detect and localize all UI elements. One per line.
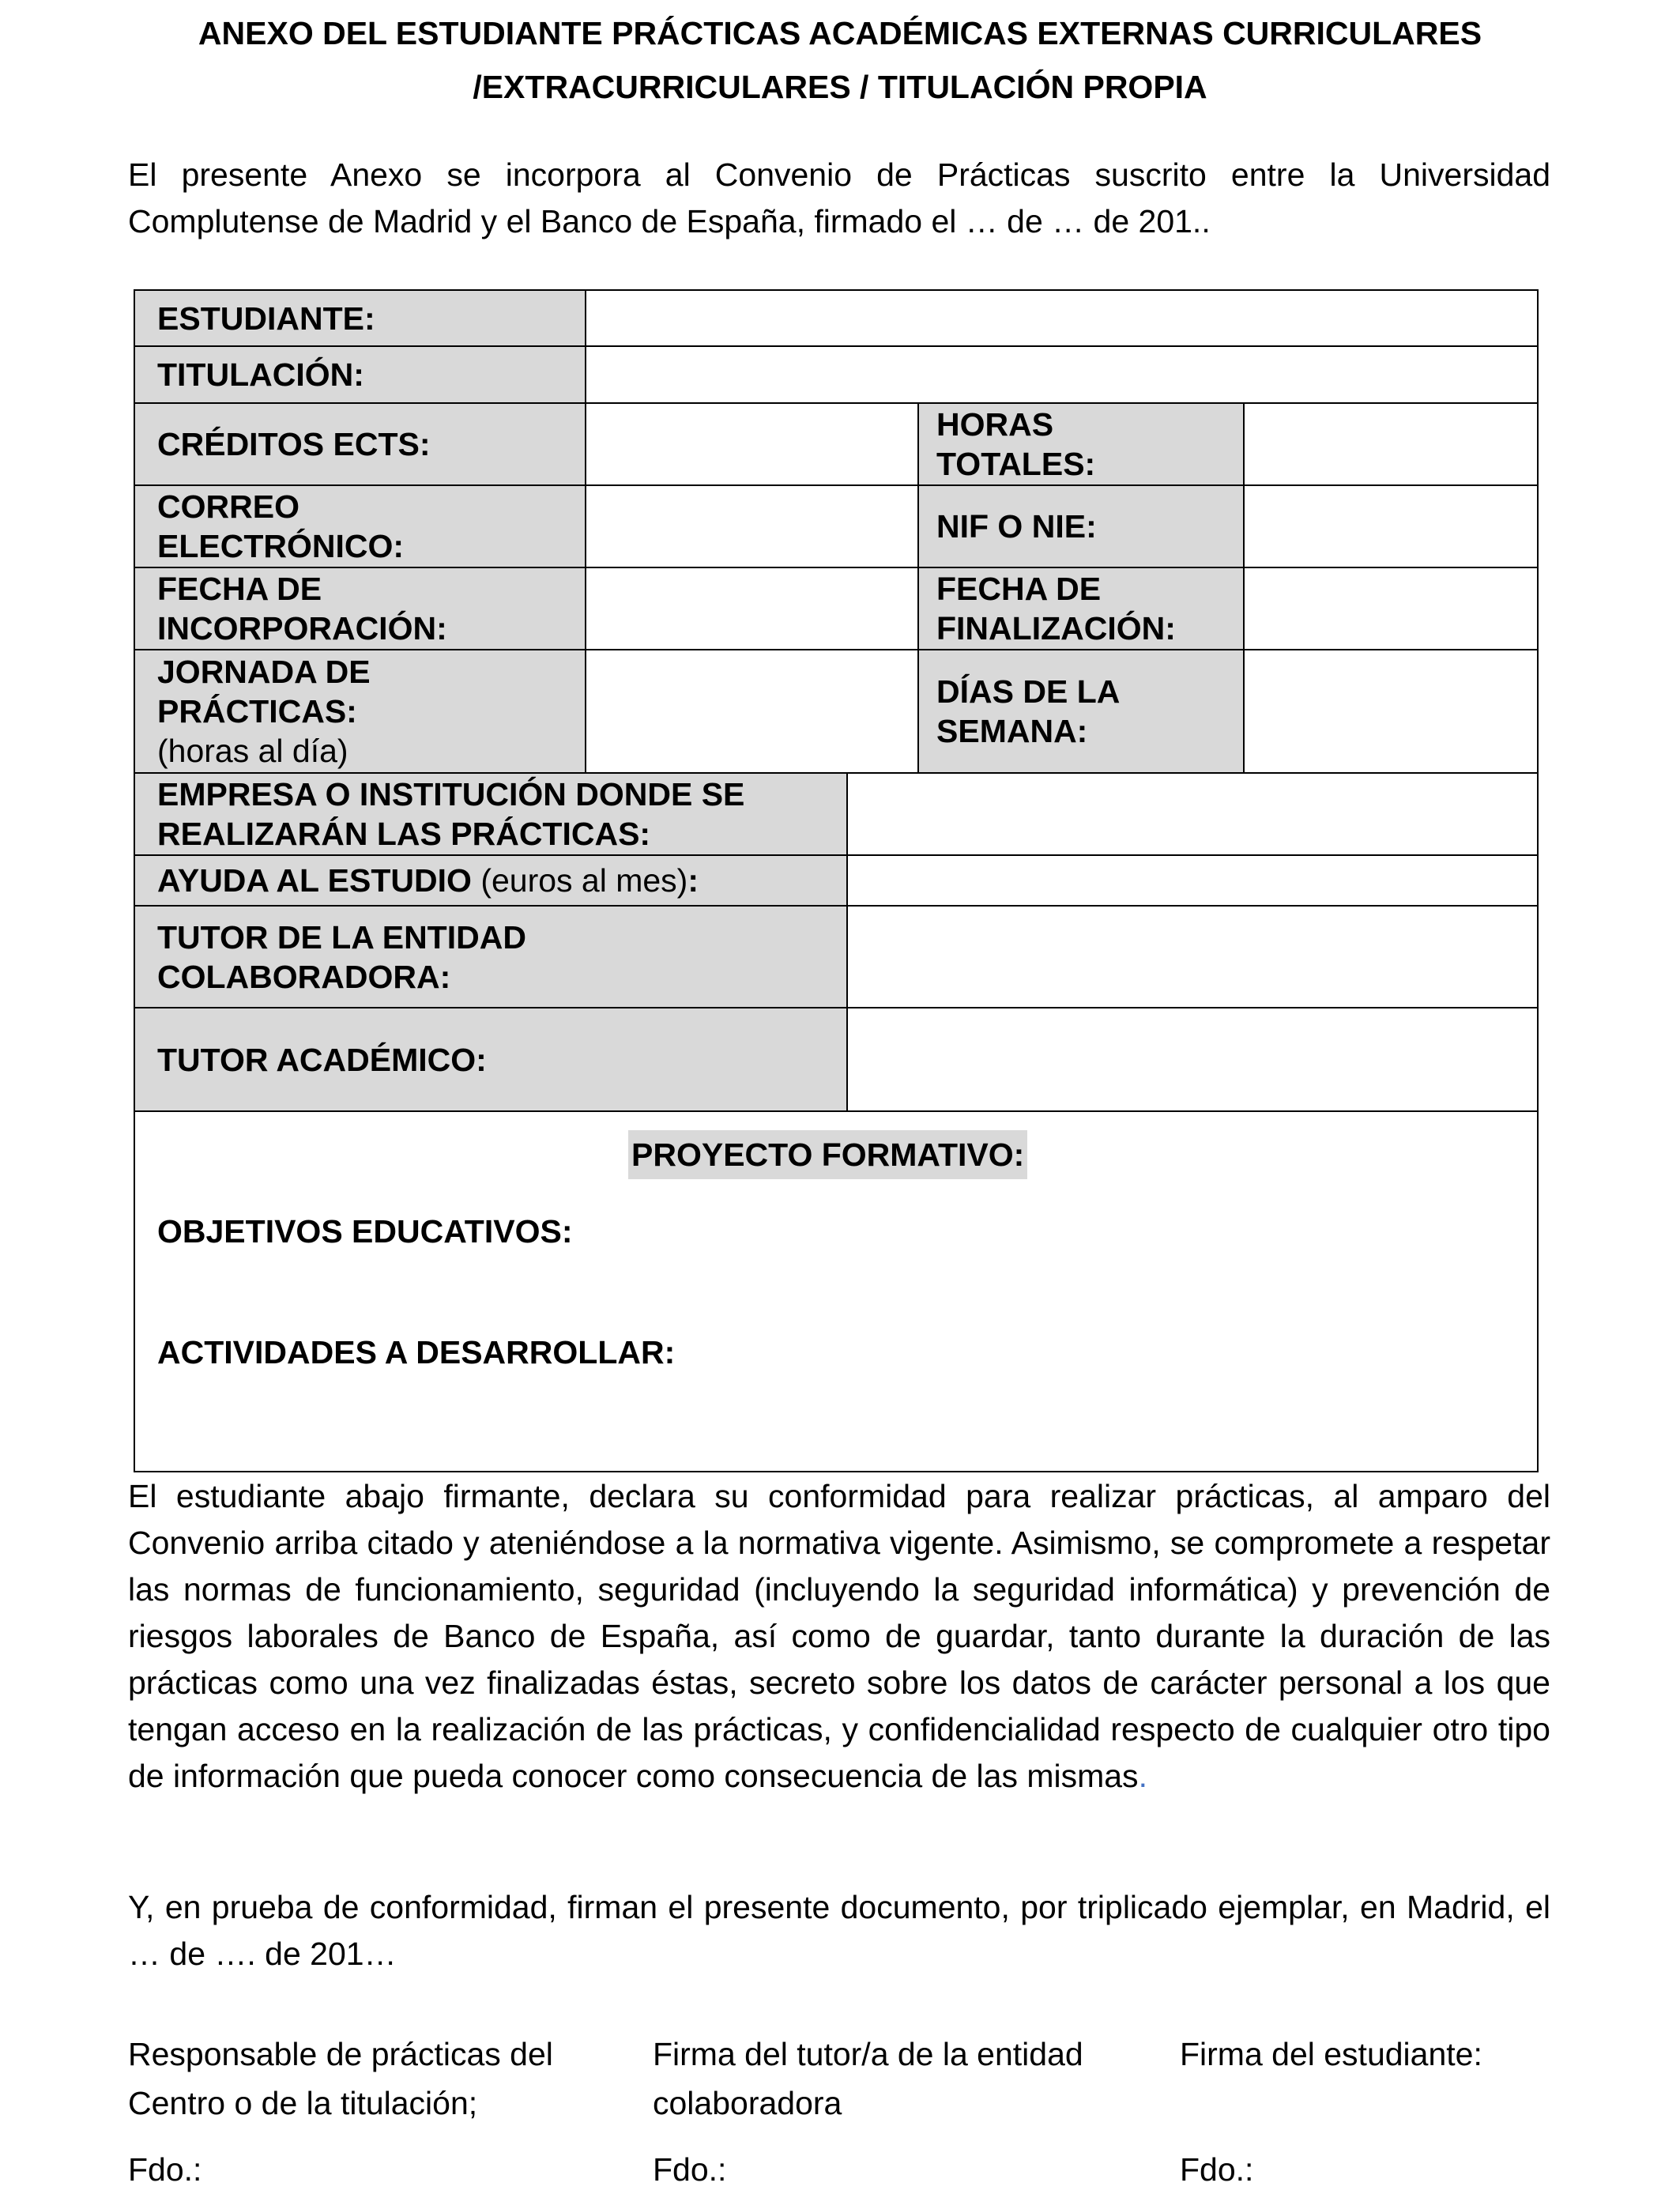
fdo-tutor-entidad: Fdo.: [653,2151,727,2188]
fdo-estudiante: Fdo.: [1180,2151,1254,2188]
actividades-label: ACTIVIDADES A DESARROLLAR: [157,1334,676,1370]
fecha-inc-line-1: FECHA DE [157,571,322,607]
field-ayuda-estudio[interactable] [846,854,1539,907]
jornada-line-3: (horas al día) [157,733,348,769]
horas-line-2: TOTALES: [936,446,1096,482]
label-creditos-ects [134,402,586,486]
field-empresa-institucion[interactable] [846,772,1539,856]
label-correo-electronico [134,484,586,568]
label-fecha-finalizacion [917,567,1245,650]
intro-paragraph: El presente Anexo se incorpora al Convenio de Prácticas suscrito entre la Universidad Complutense de Madrid y el Banco de España, firmado el … de … de 201.. [128,156,1550,239]
jornada-line-1: JORNADA DE [157,654,371,690]
fdo-responsable: Fdo.: [128,2151,202,2188]
document-title [126,6,1554,114]
tutor-ent-line-2: COLABORADORA: [157,958,451,995]
label-nif-nie [917,484,1245,568]
objetivos-educativos-label: OBJETIVOS EDUCATIVOS: [157,1213,573,1250]
label-estudiante [134,289,586,347]
label-empresa-institucion [134,772,848,856]
label-tutor-academico [134,1007,848,1112]
field-horas-totales[interactable] [1243,402,1539,486]
field-correo-electronico[interactable] [585,484,919,568]
field-creditos-ects[interactable] [585,402,919,486]
label-fecha-incorporacion [134,567,586,650]
fecha-fin-line-2: FINALIZACIÓN: [936,610,1176,647]
label-creditos-text: CRÉDITOS ECTS: [157,426,431,462]
sig1-line-2: Centro o de la titulación; [128,2085,478,2121]
label-tutor-entidad [134,905,848,1008]
tutor-acad-text: TUTOR ACADÉMICO: [157,1041,487,1078]
field-fecha-incorporacion[interactable] [585,567,919,650]
proyecto-formativo-heading: PROYECTO FORMATIVO: [628,1130,1027,1179]
empresa-line-1: EMPRESA O INSTITUCIÓN DONDE SE [157,776,745,812]
correo-line-2: ELECTRÓNICO: [157,528,405,564]
sig2-line-1: Firma del tutor/a de la entidad [653,2036,1083,2072]
declaration-end: . [1138,1758,1147,1794]
signature-responsable [128,2030,553,2128]
sig1-line-1: Responsable de prácticas del [128,2036,553,2072]
label-titulacion-text: TITULACIÓN: [157,356,364,393]
label-dias-semana [917,649,1245,774]
field-estudiante[interactable] [585,289,1539,347]
horas-line-1: HORAS [936,406,1054,443]
closing-paragraph: Y, en prueba de conformidad, firman el presente documento, por triplicado ejemplar, en Madrid, el … de …. de 201… [128,1889,1550,1972]
tutor-ent-line-1: TUTOR DE LA ENTIDAD [157,918,526,956]
dias-line-2: SEMANA: [936,713,1088,749]
field-nif-nie[interactable] [1243,484,1539,568]
title-line-1: ANEXO DEL ESTUDIANTE PRÁCTICAS ACADÉMICAS EXTERNAS CURRICULARES [198,15,1482,51]
empresa-line-2: REALIZARÁN LAS PRÁCTICAS: [157,816,651,852]
signature-tutor-entidad [653,2030,1083,2128]
label-jornada-practicas [134,649,586,774]
title-line-2: /EXTRACURRICULARES / TITULACIÓN PROPIA [473,69,1207,105]
field-dias-semana[interactable] [1243,649,1539,774]
field-fecha-finalizacion[interactable] [1243,567,1539,650]
nif-text: NIF O NIE: [936,508,1097,545]
field-jornada-practicas[interactable] [585,649,919,774]
ayuda-colon: : [687,862,699,899]
fecha-inc-line-2: INCORPORACIÓN: [157,610,447,647]
ayuda-bold: AYUDA AL ESTUDIO [157,862,472,899]
ayuda-normal: (euros al mes) [471,862,688,899]
fecha-fin-line-1: FECHA DE [936,571,1102,607]
field-titulacion[interactable] [585,345,1539,404]
signature-estudiante [1180,2030,1482,2079]
label-estudiante-text: ESTUDIANTE: [157,300,375,337]
field-tutor-academico[interactable] [846,1007,1539,1112]
jornada-line-2: PRÁCTICAS: [157,693,357,729]
sig2-line-2: colaboradora [653,2085,842,2121]
declaration-text: El estudiante abajo firmante, declara su conformidad para realizar prácticas, al amparo del Convenio arriba citado y ateniéndose a la normativa vigente. Asimismo, se compromete a respetar las normas de funcionamiento, seguridad (incluyendo la seguridad informática) y prevención de riesgos laborales de Banco de España, así como de guardar, tanto durante la duración de las prácticas como una vez finalizadas éstas, secreto sobre los datos de carácter personal a los que tengan acceso en la realización de las prácticas, y confidencialidad respecto de cualquier otro tipo de información que pueda conocer como consecuencia de las mismas [128,1478,1550,1794]
sig3-line-1: Firma del estudiante: [1180,2036,1482,2072]
label-titulacion [134,345,586,404]
dias-line-1: DÍAS DE LA [936,673,1121,710]
label-horas-totales [917,402,1245,486]
correo-line-1: CORREO [157,488,299,525]
declaration-paragraph [128,1473,1550,1800]
field-tutor-entidad[interactable] [846,905,1539,1008]
label-ayuda-estudio [134,854,848,907]
